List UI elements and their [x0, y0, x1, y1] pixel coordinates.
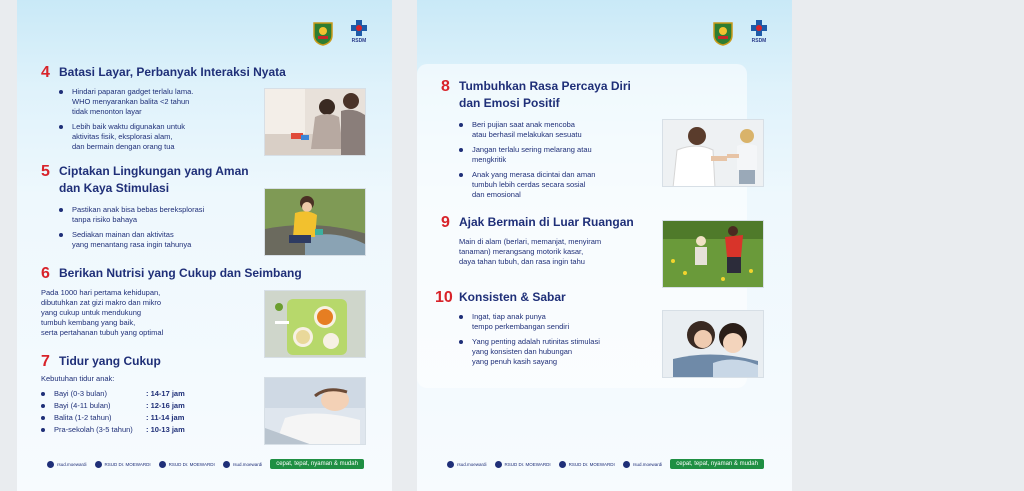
- sleep-hours-value: : 12-16 jam: [146, 401, 185, 410]
- social-handle: rsud.moewardi: [632, 461, 663, 467]
- photo-sleeping-baby: [264, 377, 366, 445]
- facebook-icon: [495, 461, 502, 468]
- social-handle: RSUD Dr. MOEWARDI: [168, 461, 215, 467]
- logo-group: [712, 20, 770, 46]
- section-number: 4: [41, 64, 50, 81]
- bullet-item: Ingat, tiap anak punya tempo perkembangan sendiri: [459, 312, 675, 332]
- tagline-badge: cepat, tepat, nyaman & mudah: [670, 459, 764, 469]
- sleep-intro: Kebutuhan tidur anak:: [41, 374, 115, 383]
- social-link-instagram[interactable]: [447, 461, 487, 468]
- bullet-item: Lebih baik waktu digunakan untuk aktivitas fisik, eksplorasi alam, dan bermain dengan orang tua: [59, 122, 341, 152]
- section-title: Ciptakan Lingkungan yang Aman dan Kaya Stimulasi: [59, 164, 249, 195]
- section-title: Tidur yang Cukup: [59, 354, 161, 368]
- section-10: [435, 289, 675, 372]
- social-link-youtube[interactable]: [559, 461, 615, 468]
- social-link-instagram[interactable]: [47, 461, 87, 468]
- footer: [47, 458, 362, 470]
- sleep-row: [41, 412, 261, 424]
- youtube-icon: [559, 461, 566, 468]
- poster-page-right: [417, 0, 792, 491]
- section-8: [441, 78, 661, 205]
- sleep-age-label: Bayi (4-11 bulan): [54, 401, 111, 410]
- facebook-icon: [95, 461, 102, 468]
- section-title: Tumbuhkan Rasa Percaya Diri dan Emosi Positif: [459, 79, 631, 110]
- sleep-age-label: Bayi (0-3 bulan): [54, 389, 107, 398]
- social-link-facebook[interactable]: [495, 461, 551, 468]
- section-number: 8: [441, 78, 450, 95]
- social-handle: RSUD Dr. MOEWARDI: [504, 461, 551, 467]
- section-number: 7: [41, 353, 50, 370]
- section-7: [41, 353, 261, 436]
- section-number: 9: [441, 214, 450, 231]
- photo-parent-child-playing: [264, 88, 366, 156]
- sleep-hours-value: : 11-14 jam: [146, 413, 185, 422]
- photo-parent-praising-child: [662, 119, 764, 187]
- social-handle: rsud.moewardi: [57, 461, 87, 467]
- social-link-facebook[interactable]: [95, 461, 151, 468]
- section-5: [41, 163, 271, 255]
- sleep-row: [41, 388, 261, 400]
- section-title: Berikan Nutrisi yang Cukup dan Seimbang: [59, 266, 302, 280]
- tagline-badge: cepat, tepat, nyaman & mudah: [270, 459, 364, 469]
- threads-icon: [623, 461, 630, 468]
- section-title: Batasi Layar, Perbanyak Interaksi Nyata: [59, 65, 286, 79]
- rsdm-logo: [748, 20, 770, 44]
- bullet-item: Hindari paparan gadget terlalu lama. WHO menyarankan balita <2 tahun tidak menonton layar: [59, 87, 341, 117]
- social-handle: rsud.moewardi: [232, 461, 263, 467]
- bullet-item: Yang penting adalah rutinitas stimulasi yang konsisten dan hubungan yang penuh kasih sayang: [459, 337, 675, 367]
- footer: [447, 458, 762, 470]
- bullet-item: Jangan terlalu sering melarang atau mengkritik: [459, 145, 661, 165]
- section-paragraph: Pada 1000 hari pertama kehidupan, dibutuhkan zat gizi makro dan mikro yang cukup untuk mendukung tumbuh kembang yang baik, serta pertahanan tubuh yang optimal: [41, 288, 164, 337]
- photo-child-outdoors: [264, 188, 366, 256]
- sleep-row: [41, 424, 261, 436]
- section-paragraph: Main di alam (berlari, memanjat, menyiram tanaman) merangsang motorik kasar, daya tahan tubuh, dan rasa ingin tahu: [459, 237, 602, 266]
- poster-page-left: [17, 0, 392, 491]
- sleep-table: [41, 388, 261, 436]
- instagram-icon: [447, 461, 454, 468]
- instagram-icon: [47, 461, 54, 468]
- social-handle: rsud.moewardi: [457, 461, 487, 467]
- bullet-item: Beri pujian saat anak mencoba atau berhasil melakukan sesuatu: [459, 120, 661, 140]
- sleep-row: [41, 400, 261, 412]
- photo-baby-food: [264, 290, 366, 358]
- section-title: Konsisten & Sabar: [459, 290, 566, 304]
- section-number: 10: [435, 289, 453, 306]
- bullet-item: Sediakan mainan dan aktivitas yang menantang rasa ingin tahunya: [59, 230, 271, 250]
- rsdm-logo: [348, 20, 370, 44]
- section-number: 5: [41, 163, 50, 180]
- photo-outdoor-play: [662, 220, 764, 288]
- bullet-item: Pastikan anak bisa bebas bereksplorasi tanpa risiko bahaya: [59, 205, 271, 225]
- social-handle: RSUD Dr. MOEWARDI: [568, 461, 615, 467]
- central-java-crest-logo: [712, 20, 734, 46]
- rsdm-logo-text: RSDM: [751, 38, 767, 44]
- threads-icon: [223, 461, 230, 468]
- section-9: [441, 214, 671, 267]
- sleep-age-label: Balita (1-2 tahun): [54, 413, 112, 422]
- social-link-threads[interactable]: [623, 461, 663, 468]
- sleep-hours-value: : 10-13 jam: [146, 425, 185, 434]
- sleep-hours-value: : 14-17 jam: [146, 389, 185, 398]
- youtube-icon: [159, 461, 166, 468]
- social-link-threads[interactable]: [223, 461, 263, 468]
- social-link-youtube[interactable]: [159, 461, 215, 468]
- logo-group: [312, 20, 370, 46]
- sleep-age-label: Pra-sekolah (3-5 tahun): [54, 425, 133, 434]
- rsdm-logo-text: RSDM: [351, 38, 367, 44]
- bullet-item: Anak yang merasa dicintai dan aman tumbuh lebih cerdas secara sosial dan emosional: [459, 170, 661, 200]
- photo-mother-hugging-child: [662, 310, 764, 378]
- social-handle: RSUD Dr. MOEWARDI: [104, 461, 151, 467]
- section-number: 6: [41, 265, 50, 282]
- section-title: Ajak Bermain di Luar Ruangan: [459, 215, 634, 229]
- central-java-crest-logo: [312, 20, 334, 46]
